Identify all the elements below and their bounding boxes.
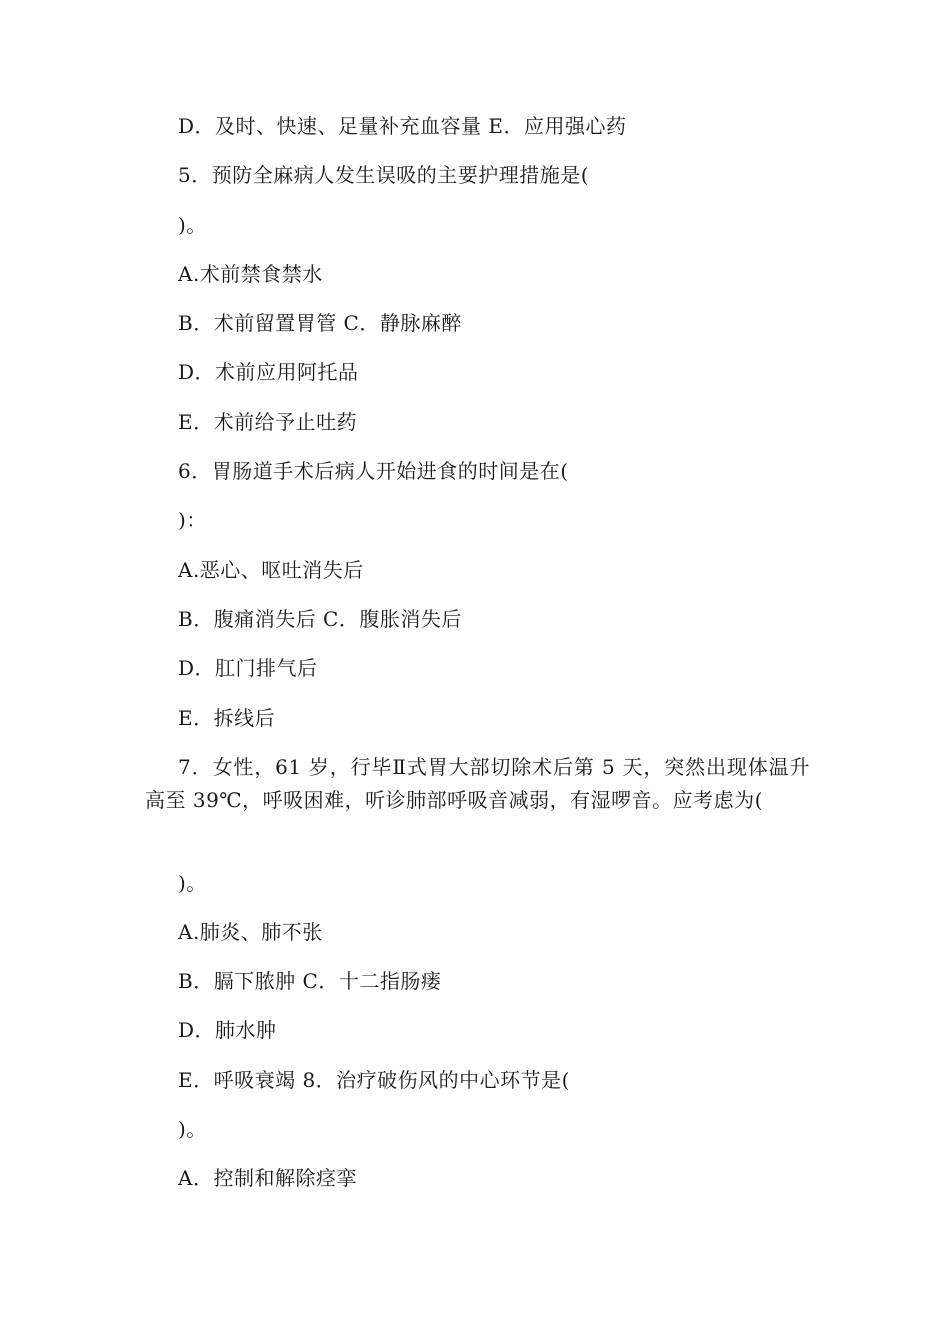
text-line: )。	[178, 871, 207, 895]
option-line: A.恶心、呕吐消失后	[178, 558, 364, 582]
option-line: E．拆线后	[178, 706, 276, 730]
question-7-stem: 7．女性，61 岁，行毕Ⅱ式胃大部切除术后第 5 天，突然出现体温升高至 39℃，呼吸困难，听诊肺部呼吸音减弱，有湿啰音。应考虑为(	[145, 755, 810, 812]
option-line: A.肺炎、肺不张	[178, 920, 323, 944]
option-line: A.术前禁食禁水	[178, 262, 323, 286]
option-line: E．术前给予止吐药	[178, 410, 358, 434]
question-8-stem: E．呼吸衰竭 8．治疗破伤风的中心环节是(	[178, 1068, 570, 1092]
text-line: )。	[178, 1117, 207, 1141]
option-line: A．控制和解除痉挛	[178, 1166, 357, 1190]
option-line: D．肺水肿	[178, 1018, 277, 1042]
text-line: D．及时、快速、足量补充血容量 E．应用强心药	[178, 114, 627, 138]
option-line: D．术前应用阿托品	[178, 360, 359, 384]
text-line: )。	[178, 213, 207, 237]
option-line: B．腹痛消失后 C．腹胀消失后	[178, 607, 462, 631]
question-6-stem: 6．胃肠道手术后病人开始进食的时间是在(	[178, 459, 569, 483]
option-line: D．肛门排气后	[178, 656, 318, 680]
option-line: B．术前留置胃管 C．静脉麻醉	[178, 311, 462, 335]
text-line: )：	[178, 508, 207, 532]
option-line: B．膈下脓肿 C．十二指肠瘘	[178, 969, 442, 993]
question-5-stem: 5．预防全麻病人发生误吸的主要护理措施是(	[178, 163, 590, 187]
